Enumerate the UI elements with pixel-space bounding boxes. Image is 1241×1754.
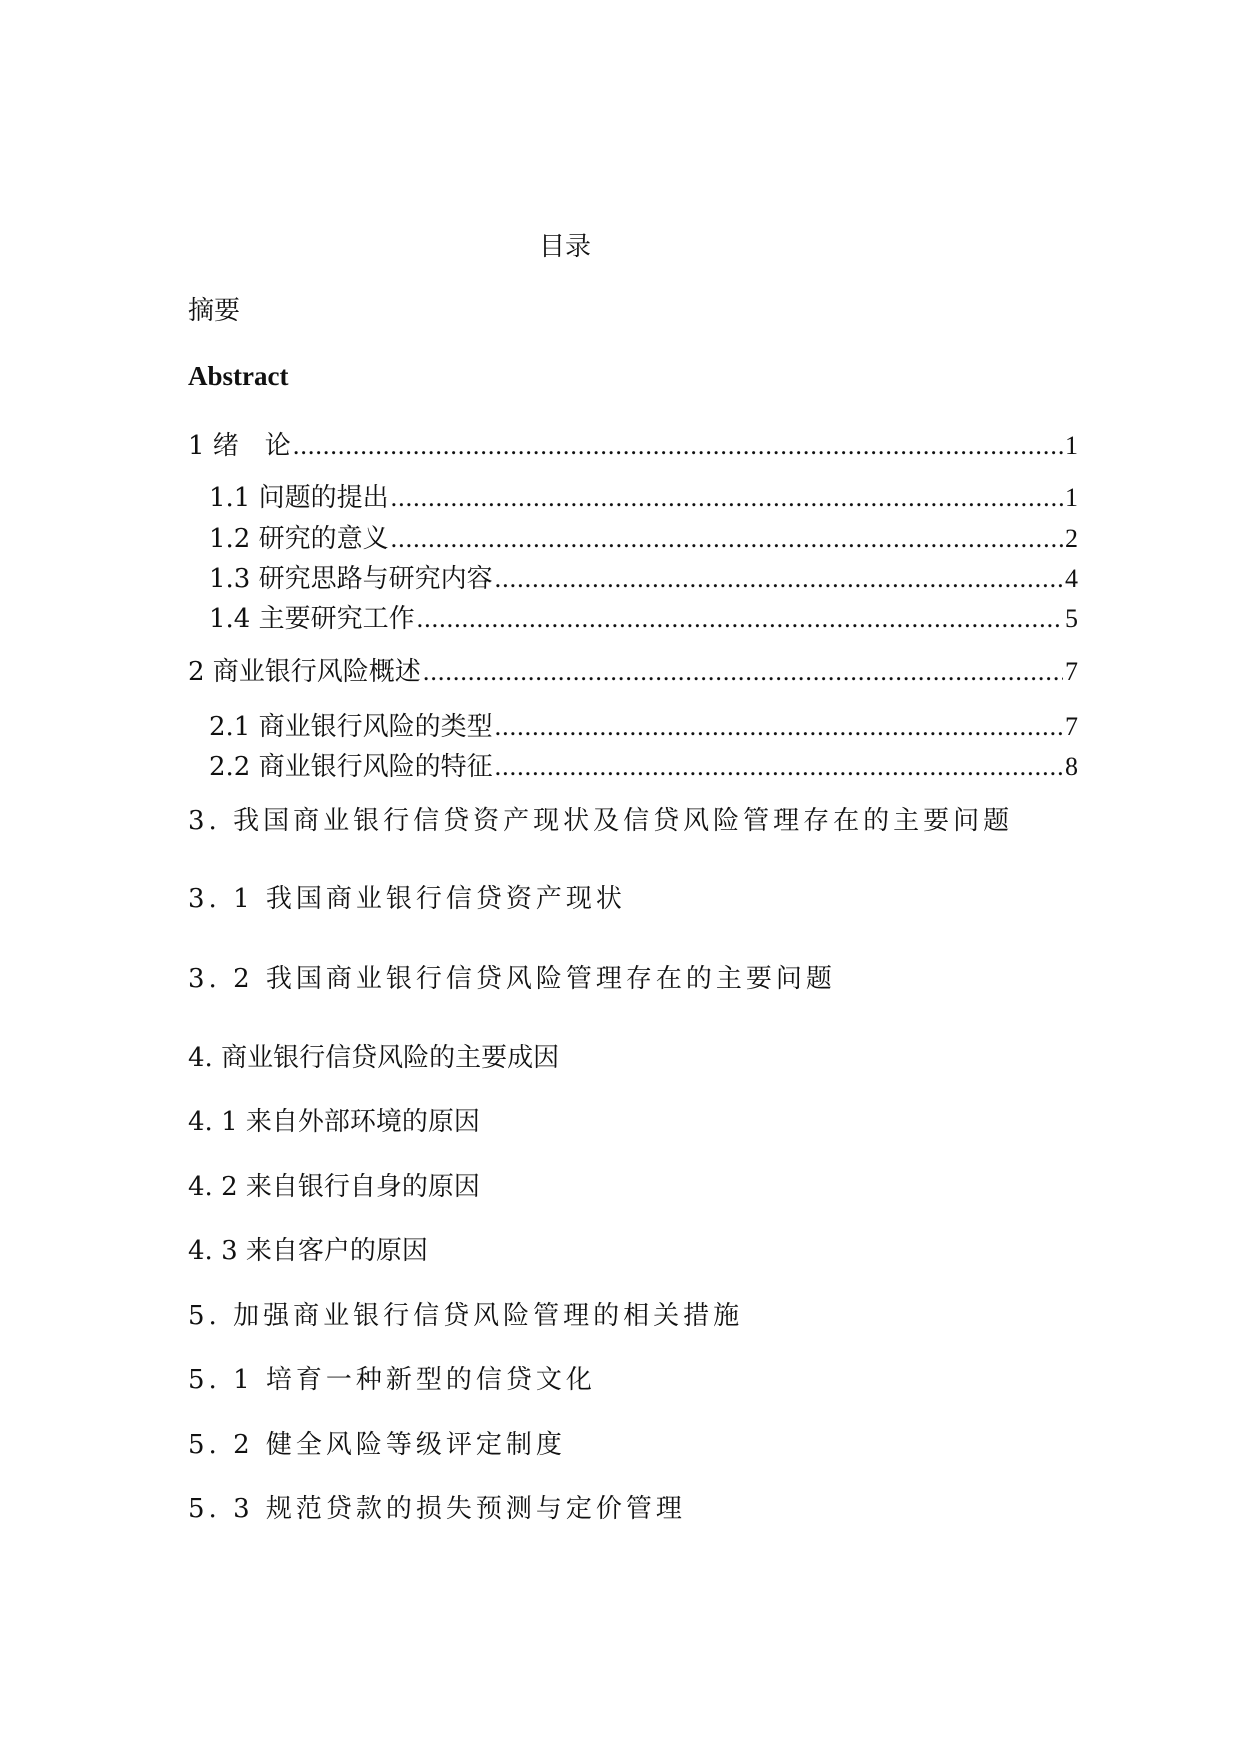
toc-entry-label: 1.2 研究的意义 xyxy=(209,524,389,554)
dot-leader xyxy=(417,604,1063,634)
toc-entry-1-2 xyxy=(209,524,1078,554)
toc-entry-5-3: 5. 3 规范贷款的损失预测与定价管理 xyxy=(188,1494,686,1524)
toc-entry-page: 2 xyxy=(1065,524,1078,553)
page-title: 目录 xyxy=(538,232,591,262)
toc-entry-label: 2 商业银行风险概述 xyxy=(188,657,421,687)
toc-entry-label: 1.1 问题的提出 xyxy=(209,483,389,513)
dot-leader xyxy=(391,524,1063,554)
toc-entry-1 xyxy=(188,431,1078,461)
toc-entry-1-1 xyxy=(209,483,1078,513)
toc-entry-4: 4. 商业银行信贷风险的主要成因 xyxy=(188,1043,560,1073)
toc-entry-page: 1 xyxy=(1065,483,1078,512)
toc-entry-label: 2.1 商业银行风险的类型 xyxy=(209,712,493,742)
abstract-cn-entry: 摘要 xyxy=(188,296,241,326)
toc-entry-label: 2.2 商业银行风险的特征 xyxy=(209,752,493,782)
toc-entry-page: 4 xyxy=(1065,564,1078,593)
dot-leader xyxy=(495,712,1063,742)
toc-entry-page: 8 xyxy=(1065,752,1078,781)
dot-leader xyxy=(391,483,1063,513)
dot-leader xyxy=(495,752,1063,782)
toc-entry-5-2: 5. 2 健全风险等级评定制度 xyxy=(188,1430,566,1460)
toc-entry-3: 3. 我国商业银行信贷资产现状及信贷风险管理存在的主要问题 xyxy=(188,806,1014,836)
dot-leader xyxy=(423,657,1063,687)
toc-entry-2-1 xyxy=(209,712,1078,742)
toc-entry-5-1: 5. 1 培育一种新型的信贷文化 xyxy=(188,1365,596,1395)
toc-entry-page: 1 xyxy=(1065,431,1078,460)
toc-entry-label: 1 绪 论 xyxy=(188,431,291,461)
toc-entry-4-1: 4. 1 来自外部环境的原因 xyxy=(188,1107,480,1137)
toc-entry-4-2: 4. 2 来自银行自身的原因 xyxy=(188,1172,480,1202)
toc-entry-page: 7 xyxy=(1065,657,1078,686)
toc-entry-4-3: 4. 3 来自客户的原因 xyxy=(188,1236,428,1266)
toc-entry-label: 1.4 主要研究工作 xyxy=(209,604,415,634)
toc-entry-2 xyxy=(188,657,1078,687)
toc-entry-1-4 xyxy=(209,604,1078,634)
toc-entry-1-3 xyxy=(209,564,1078,594)
toc-entry-page: 5 xyxy=(1065,604,1078,633)
toc-entry-label: 1.3 研究思路与研究内容 xyxy=(209,564,493,594)
abstract-en-entry: Abstract xyxy=(188,361,289,391)
toc-entry-3-1: 3. 1 我国商业银行信贷资产现状 xyxy=(188,884,626,914)
dot-leader xyxy=(293,431,1063,461)
toc-entry-page: 7 xyxy=(1065,712,1078,741)
toc-entry-2-2 xyxy=(209,752,1078,782)
toc-entry-3-2: 3. 2 我国商业银行信贷风险管理存在的主要问题 xyxy=(188,964,836,994)
toc-entry-5: 5. 加强商业银行信贷风险管理的相关措施 xyxy=(188,1301,744,1331)
dot-leader xyxy=(495,564,1063,594)
